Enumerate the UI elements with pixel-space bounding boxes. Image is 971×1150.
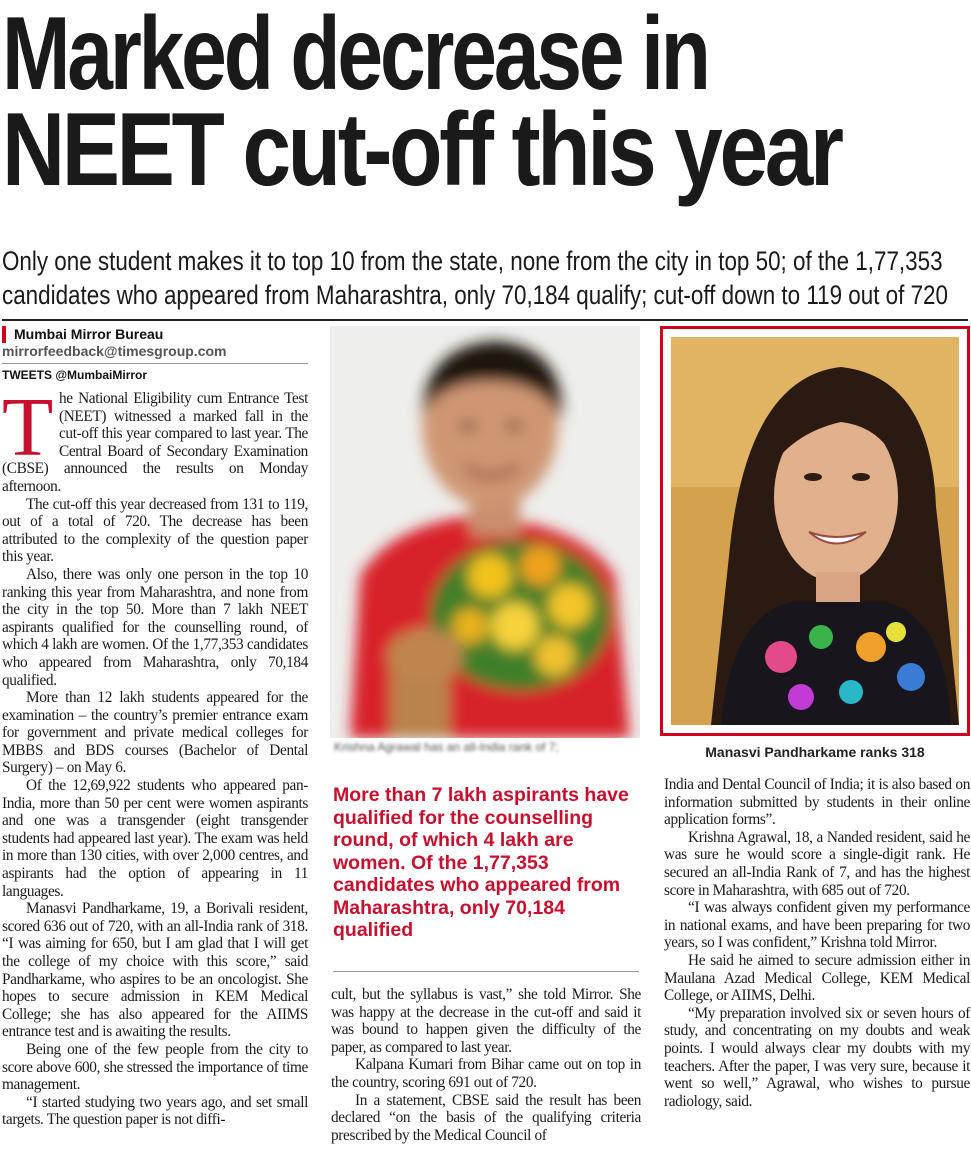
article-paragraph: India and Dental Council of India; it is also based on information submitted by students in their online application forms”. xyxy=(664,776,970,829)
photo-frame-manasvi xyxy=(660,326,970,736)
article-paragraph: Kalpana Kumari from Bihar came out on top in the country, scoring 691 out of 720. xyxy=(331,1056,641,1091)
article-paragraph: More than 12 lakh students appeared for the examination – the country’s premier entrance exam for government and private medical colleges for MBBS and BDS courses (Bachelor of Dental Surgery) – on May 6. xyxy=(2,689,308,777)
headline-line-1: Marked decrease in xyxy=(2,0,708,112)
drop-cap: T xyxy=(2,381,53,474)
article-paragraph: The National Eligibility cum Entrance Test (NEET) witnessed a marked fall in the cut-off this year compared to last year. The Central Board of Secondary Examination (CBSE) announced the results on Monday afternoon. xyxy=(2,381,308,495)
photo-manasvi-pandharkame xyxy=(671,337,959,725)
subheadline-line-2: candidates who appeared from Maharashtra, only 70,184 qualify; cut-off down to 119 out of 720 xyxy=(2,280,948,310)
article-paragraph: cult, but the syllabus is vast,” she told Mirror. She was happy at the decrease in the cut-off and said it was bound to happen given the difficulty of the paper, as compared to last year. xyxy=(331,986,641,1056)
byline xyxy=(2,326,308,383)
article-paragraph: “My preparation involved six or seven hours of study, and concentrating on my doubts and weak points. I would always clear my doubts with my teachers. After the paper, I was very sure, because it went so well,” Agrawal, who wishes to pursue radiology, said. xyxy=(664,1004,970,1110)
byline-email: mirrorfeedback@timesgroup.com xyxy=(2,343,227,359)
article-paragraph: Of the 12,69,922 students who appeared pan-India, more than 50 per cent were women aspirants and one was a transgender (eight transgender students had appeared last year). The exam was held in more than 130 cities, with over 2,000 centres, and aspirants had the option of appearing in 11 languages. xyxy=(2,777,308,900)
divider-rule xyxy=(2,319,968,321)
article-paragraph: Krishna Agrawal, 18, a Nanded resident, said he was sure he would score a single-digit rank. He secured an all-India Rank of 7, and has the highest score in Maharashtra, with 685 out of 720. xyxy=(664,828,970,899)
article-paragraph: He said he aimed to secure admission either in Maulana Azad Medical College, KEM Medical College, or AIIMS, Delhi. xyxy=(664,951,970,1005)
article-column-2 xyxy=(331,986,641,1144)
photo-caption-left: Krishna Agrawal has an all-India rank of 7; xyxy=(334,740,559,754)
photo-krishna-agrawal-image xyxy=(330,326,640,738)
headline-line-2: NEET cut-off this year xyxy=(2,92,841,208)
article-paragraph: The cut-off this year decreased from 131 to 119, out of a total of 720. The decrease has been attributed to the complexity of the question paper this year. xyxy=(2,495,308,566)
article-paragraph: Also, there was only one person in the top 10 ranking this year from Maharashtra, and none from the city in the top 50. More than 7 lakh NEET aspirants qualified for the counselling round, of which 4 lakh are women. Of the 1,77,353 candidates who appeared from Maharashtra, only 70,184 qualified. xyxy=(2,565,308,689)
article-paragraph: Manasvi Pandharkame, 19, a Borivali resident, scored 636 out of 720, with an all-India rank of 318. “I was aiming for 650, but I am glad that I will get the college of my choice with this score,” said Pandharkame, who aspires to be an oncologist. She hopes to secure admission in KEM Medical College; she has also appeared for the AIIMS entrance test and is awaiting the results. xyxy=(2,900,308,1041)
byline-twitter: TWEETS @MumbaiMirror xyxy=(2,368,148,382)
byline-divider xyxy=(2,363,308,364)
photo-krishna-agrawal xyxy=(330,326,640,738)
pull-quote xyxy=(333,784,643,942)
headline xyxy=(2,0,970,208)
subheadline-line-1: Only one student makes it to top 10 from the state, none from the city in top 50; of the 1,77,353 xyxy=(2,246,943,276)
article-paragraph: “I was always confident given my performance in national exams, and have been preparing for two years, so I was confident,” Krishna told Mirror. xyxy=(664,899,970,952)
photo-manasvi-pandharkame-image xyxy=(671,337,959,725)
article-column-3 xyxy=(664,776,970,1110)
article-column-1 xyxy=(2,381,308,1129)
pull-quote-text: More than 7 lakh aspirants have qualified for the counselling round, of which 4 lakh are women. Of the 1,77,353 candidates who appeared from Maharashtra, only 70,184 qualified xyxy=(333,784,629,941)
pull-quote-divider xyxy=(333,971,639,972)
article-paragraph: Being one of the few people from the city to score above 600, she stressed the importance of time management. xyxy=(2,1040,308,1094)
subheadline xyxy=(2,244,970,312)
photo-caption-right: Manasvi Pandharkame ranks 318 xyxy=(705,744,925,760)
article-paragraph: In a statement, CBSE said the result has been declared “on the basis of the qualifying criteria prescribed by the Medical Council of xyxy=(331,1091,641,1144)
byline-bureau: Mumbai Mirror Bureau xyxy=(2,326,308,343)
article-paragraph: “I started studying two years ago, and set small targets. The question paper is not diffi- xyxy=(2,1093,308,1129)
